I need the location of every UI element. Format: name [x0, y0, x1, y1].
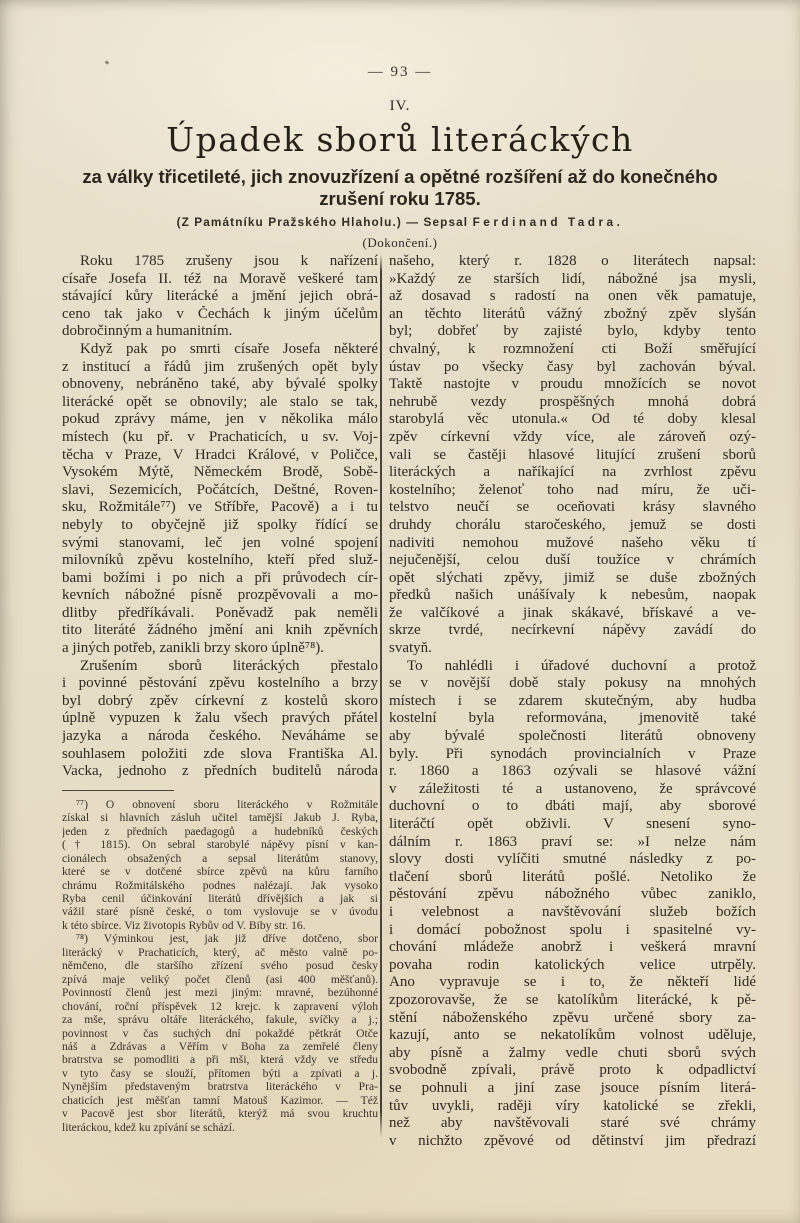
text-line: byly. Při synodách provincialních v Praze	[389, 745, 756, 762]
text-line: než aby navštěvovali staré své chrámy	[389, 1115, 756, 1132]
text-line: »Každý ze starších lidí, nábožné jsa mysli,	[389, 270, 756, 287]
text-line: slovy dosti vylíčiti smutné následky z po-	[389, 851, 756, 868]
text-line: duchovní o to dbáti mají, aby sborové	[389, 798, 756, 815]
subtitle-line-2: zrušení roku 1785.	[319, 187, 481, 209]
text-line: v záležitosti té a ustanoveno, že správcové	[389, 780, 756, 797]
text-line: aby bývalé společnosti literátů obnoveny	[389, 728, 756, 745]
text-line: Zrušením sborů literáckých přestalo	[80, 657, 378, 674]
text-line: Ano vypravuje se i to, že někteří lidé	[389, 974, 756, 991]
text-line: pěstování zpěvu nábožného vůbec zaniklo,	[389, 886, 756, 903]
text-line: byl dobrý zpěv církevní z kostelů skoro	[62, 692, 378, 709]
text-line: i povinné pěstování zpěvu kostelního a brzy	[62, 675, 378, 692]
author-name: Ferdinand Tadra.	[472, 215, 624, 229]
paragraph-synody	[389, 658, 756, 1151]
text-line: Vysokém Mýtě, Německém Brodě, Sobě-	[62, 464, 378, 481]
text-line: z institucí a řádů jim zrušených opět byly	[62, 358, 378, 375]
text-line: těcha v Praze, V Hradci Králové, v Poličce,	[62, 446, 378, 463]
text-line: kevních nábožné písně prozpěvovali a mo-	[62, 587, 378, 604]
text-line: stávající kůry literácké a jmění jejich obrá-	[62, 288, 378, 305]
text-line: starobylá věc utonula.« Od té doby klesal	[389, 411, 756, 428]
text-line: milovníků zpěvu kostelního, kteří před služ-	[62, 552, 378, 569]
text-line: stění náboženského zpěvu určené sbory za-	[389, 1009, 756, 1026]
paragraph-vacek-citat	[389, 253, 756, 658]
text-line: an těchto literátů vážný zbožný zpěv slyšán	[389, 305, 756, 322]
text-line: bratrstva se pomodliti a při mši, která vždy ve středu	[62, 1053, 378, 1067]
text-line: jeden z předních paedagogů a hudebníků českých	[62, 824, 378, 838]
text-line: († 1815). On sebral starobylé nápěvy písní v kan-	[62, 838, 378, 852]
text-line: svými stanovami, leč jen volné spojení	[62, 534, 378, 551]
text-line: souhlasem položiti zde slova Františka Al.	[62, 745, 378, 762]
text-line: kostelní byla reformována, jmenovitě také	[389, 710, 756, 727]
text-line: dobročinným a humanitním.	[62, 323, 233, 340]
text-line: až dosavad s radostí na onen věk pamatuje,	[389, 288, 756, 305]
text-line: opět slýchati zpěvy, jimiž se duše zbožných	[389, 569, 756, 586]
text-line: Nynějším představeným bratrstva literáckého v Pra-	[62, 1080, 378, 1094]
text-line: Roku 1785 zrušeny jsou k nařízení	[80, 253, 378, 269]
text-line: bami božími i po nich a při průvodech cír-	[62, 569, 378, 586]
byline	[0, 215, 800, 229]
text-line: kostelního; želenoť toho nad míru, že uči-	[389, 481, 756, 498]
article-subtitle	[0, 166, 800, 209]
source-note: (Z Památníku Pražského Hlaholu.) — Sepsal	[176, 215, 473, 229]
right-column-body	[389, 253, 756, 1150]
text-line: úplně vypuzen k žalu všech pravých přátel	[62, 710, 378, 727]
text-line: jazyka a národa českého. Neváháme se	[62, 728, 378, 745]
text-line: obnoveny, nebráněno také, aby bývalé spolky	[62, 376, 378, 393]
text-line: chrámu Rožmitálského podnes nalézají. Jak vysoko	[62, 878, 378, 892]
text-line: svobodně zpívali, právě proto k odpadlictví	[389, 1062, 756, 1079]
text-line: skrze tvrdé, necírkevní nápěvy zavádí do	[389, 622, 756, 639]
text-line: literácký v Prachaticích, který, ač město valně po-	[62, 945, 378, 959]
text-line: i velebnost a navštěvování služeb božích	[389, 903, 756, 920]
text-line: Ryba cenil účinkování literátů dřívějších a jak si	[62, 891, 378, 905]
text-line: němčeno, dle staršího zřízení svého posud česky	[62, 959, 378, 973]
text-line: chování mládeže anobrž i veškerá mravní	[389, 939, 756, 956]
page-header	[0, 0, 800, 251]
text-line: Povinností členů jest mezi jiným: mravné, bezúhonné	[62, 986, 378, 1000]
right-column	[389, 253, 756, 1150]
text-line: povaha rodin katolických velice utrpěly.	[389, 956, 756, 973]
text-line: dlitby předříkávali. Poněvadž pak neměli	[62, 604, 378, 621]
text-line: kazují, anto se nekatolíkům volnost uděluje,	[389, 1027, 756, 1044]
text-line: cionálech obsažených a sepsal literátům stanovy,	[62, 851, 378, 865]
text-line: získal si hlavních zásluh učitel tamější Jakub J. Ryba,	[62, 811, 378, 825]
text-line: vážil staré písně české, o tom vyslovuje se v úvodu	[62, 905, 378, 919]
text-line: v nichžto zpěvové od dětinství jim předrazí	[389, 1132, 756, 1149]
text-line: Vacka, jednoho z předních buditelů národa	[62, 763, 378, 780]
text-line: r. 1860 a 1863 ozývali se hlasové vážní	[389, 763, 756, 780]
footnote-separator-rule	[62, 790, 174, 791]
text-line: chaticích jest měšťan tamní Matouš Kazimor. — Též	[62, 1093, 378, 1107]
text-line: povinnost v čas suchých dní pokaždé pětkrát Otče	[62, 1026, 378, 1040]
text-line: zpěv církevní vždy více, ale zároveň ozý-	[389, 428, 756, 445]
text-line: zpívá maje veliký počet členů (asi 400 měšťanů).	[62, 972, 378, 986]
text-line: zpozorovavše, že se katolíkům literácké, k pě-	[389, 991, 756, 1008]
text-line: Taktě nastojte v proudu množících se novot	[389, 376, 756, 393]
text-line: literáčtí opět obživli. V snesení syno-	[389, 816, 756, 832]
article-title: Úpadek sborů literáckých	[166, 120, 634, 159]
text-line: k této sbírce. Viz životopis Rybův od V. Biby str. 16.	[62, 918, 306, 932]
text-line: a jiných potřeb, zanikli brzy skoro úplně⁷⁸).	[62, 640, 325, 657]
text-line: předků našich unášívaly k nebesům, naopak	[389, 587, 756, 604]
text-line: císaře Josefa II. též na Moravě veškeré tam	[62, 270, 378, 287]
text-line: chvalný, k rozmnožení cti Boží směřující	[389, 340, 756, 357]
text-line: které se v dotčené sbírce zpěvů na kůru farního	[62, 865, 378, 879]
column-divider-rule	[380, 254, 382, 1138]
text-line: byl; dobřeť by zajisté bylo, kdyby tento	[389, 323, 756, 340]
footnotes-block	[62, 798, 378, 1134]
text-line: místech (ku př. v Prachaticích, u sv. Voj-	[62, 428, 378, 445]
text-line: ⁷⁸) Výminkou jest, jak již dříve dotčeno, sbor	[76, 932, 378, 946]
text-line: i domácí pobožnost spolu i spasitelné vy-	[389, 921, 756, 938]
text-line: aby písně a žalmy vedle chuti sborů svých	[389, 1044, 756, 1061]
text-line: nejučenější, celou duší toužíce v chrámích	[389, 552, 756, 569]
text-line: druhdy chorálu staročeského, jemuž se dosti	[389, 516, 756, 533]
left-column	[62, 253, 378, 1134]
text-line: nebyly to obyčejně již spolky řídící se	[62, 516, 378, 533]
text-line: náš a Zdrávas a Věřím v Boha za zemřelé členy	[62, 1039, 378, 1053]
paragraph-obnoveni-spolku	[62, 341, 378, 658]
text-line: nehrubě vezdy prospěšných mnohá dobrá	[389, 393, 756, 410]
page-number: — 93 —	[367, 64, 433, 80]
text-line: v tyto časy se slouží, přítomen býti a zpívati a j.	[62, 1066, 378, 1080]
chapter-number: IV.	[389, 98, 411, 114]
text-line: tito literáté žádného jmění ani knih zpěvních	[62, 622, 378, 639]
text-line: ceno tak jako v Čechách k jiným účelům	[62, 305, 378, 322]
text-line: To nahlédli i úřadové duchovní a protož	[407, 657, 756, 674]
text-line: ústav po všecky časy byl zachován býval.	[389, 358, 756, 375]
paragraph-zrusenim-sboru	[62, 658, 378, 781]
text-line: telstvo neučí se oceňovati krásy slavného	[389, 499, 756, 516]
text-line: literácké opět se obnovily; ale stalo se tak,	[62, 393, 378, 410]
text-line: tův uvykli, raději víry katolické se zřekli,	[389, 1097, 756, 1114]
text-line: místech i se zdarem skutečným, aby hudba	[389, 692, 756, 709]
text-line: ⁷⁷) O obnovení sboru literáckého v Rožmitále	[76, 797, 378, 811]
footnote-78	[62, 932, 378, 1134]
text-line: že valčíkové a jinak skákavé, břískavé a ve-	[389, 604, 756, 621]
footnote-77	[62, 798, 378, 933]
subtitle-line-1: za války třicetileté, jich znovuzřízení a opětné rozšíření až do konečného	[82, 166, 718, 187]
text-line: se v novější době staly pokusy na mnohých	[389, 675, 756, 692]
text-line: svatyň.	[389, 640, 432, 657]
text-line: slavi, Sezemicích, Počátcích, Deštné, Roven-	[62, 481, 378, 498]
continuation-note: (Dokončení.)	[362, 235, 438, 250]
text-line: za mše, správu oltáře literáckého, fakule, svíčky a j.;	[62, 1013, 378, 1027]
text-line: literáckou, kdež ku zpívání se schází.	[62, 1120, 235, 1134]
left-column-body	[62, 253, 378, 781]
text-line: Když pak po smrti císaře Josefa některé	[80, 340, 378, 357]
text-line: nadiviti nemohou mužové našeho věku tí	[389, 534, 756, 551]
text-line: našeho, který r. 1828 o literátech napsal:	[389, 253, 756, 269]
paragraph-zruseni-1785	[62, 253, 378, 341]
text-line: literáckých a naříkající na zvrhlost zpěvu	[389, 464, 756, 481]
text-line: tlačení sborů literátů pošlé. Netoliko že	[389, 868, 756, 885]
text-line: dálním r. 1863 praví se: »I nelze nám	[389, 833, 756, 850]
text-line: pokud zprávy máme, jen v několika málo	[62, 411, 378, 428]
text-line: v Pacově jest sbor literátů, kterýž má svou kruchtu	[62, 1107, 378, 1121]
text-line: vali se častěji hlasové litující zrušení sborů	[389, 446, 756, 463]
text-line: chování, roční příspěvek 12 krejc. k zapravení výloh	[62, 999, 378, 1013]
text-line: sku, Rožmitále⁷⁷) ve Stříbře, Pacově) a i tu	[62, 499, 378, 516]
text-line: se pohnuli a jiní zase jsouce písním literá-	[389, 1079, 756, 1096]
